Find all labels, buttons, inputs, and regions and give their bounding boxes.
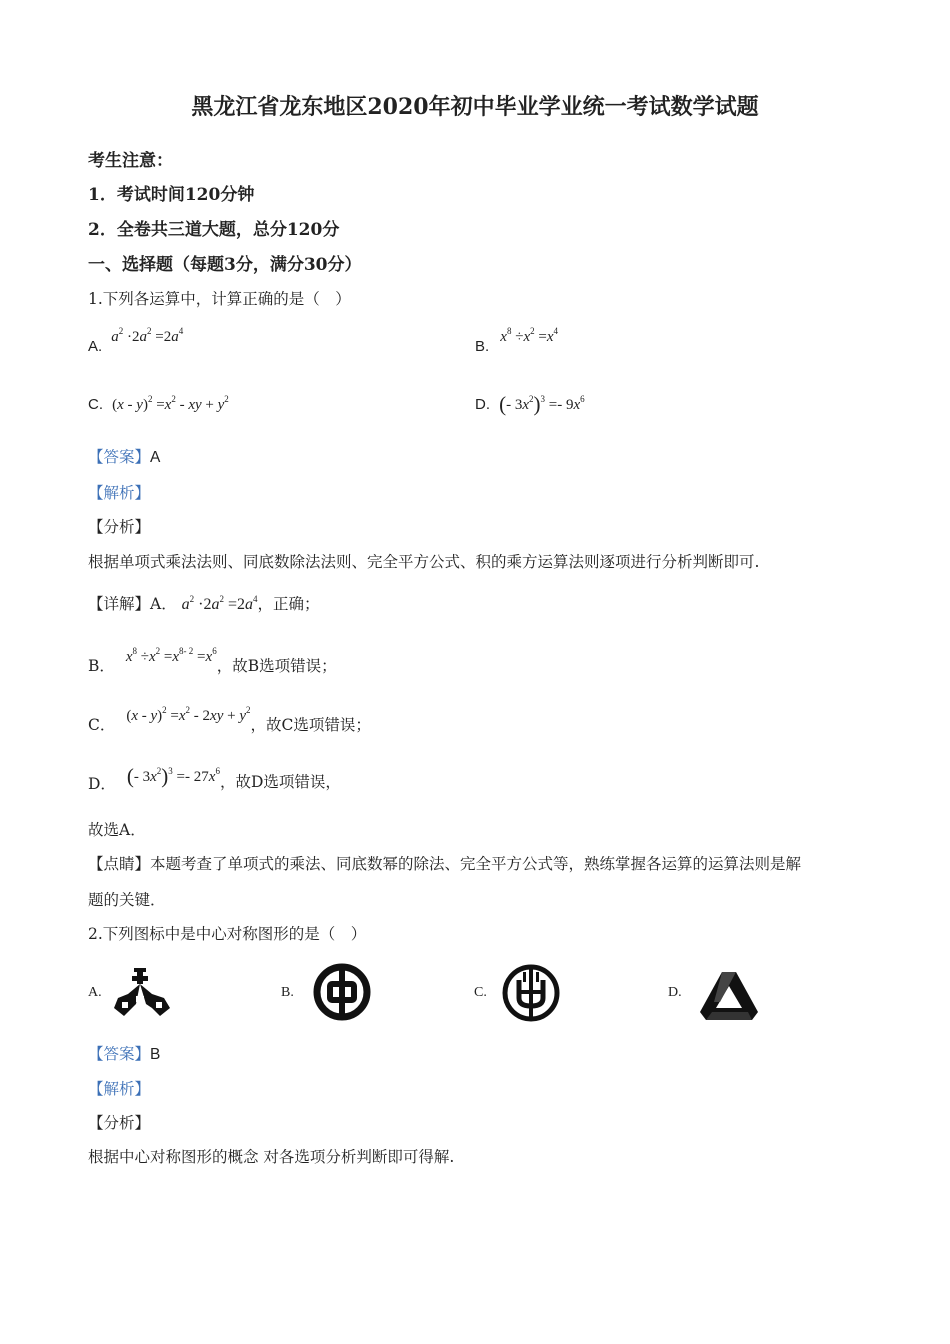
q1-xiangjie-tag: 【详解】	[88, 595, 151, 613]
q2-answer-tag: 【答案】	[88, 1046, 151, 1063]
question-2-stem: 2.下列图标中是中心对称图形的是（ ）	[88, 925, 367, 943]
question-1-stem: 1.下列各运算中，计算正确的是（ ）	[88, 290, 351, 308]
q1-answer-tag: 【答案】	[88, 449, 151, 466]
q1-option-d-label: D.	[475, 396, 490, 413]
q1-option-c-formula: $(x - y)^2 =x^2$ - xy + $y^2$	[112, 394, 229, 413]
q1-fenxi-text: 根据单项式乘法法则、同底数除法法则、完全平方公式、积的乘方运算法则逐项进行分析判断即可.	[88, 553, 760, 571]
bank-logo-circle-icon	[312, 962, 372, 1022]
q1-detail-d-label: D．	[88, 775, 116, 793]
q1-option-d-formula: (- $3x^2)^3 =- 9x^6$	[499, 392, 585, 416]
q2-fenxi-tag: 【分析】	[88, 1114, 151, 1132]
notice-heading: 考生注意：	[88, 151, 173, 171]
q1-option-d	[475, 392, 585, 417]
q1-detail-a-formula: $a^2 \cdot 2a^2 =2a^4$	[181, 594, 258, 613]
q1-option-b	[475, 326, 558, 355]
q1-detail-c-label: C．	[88, 716, 116, 734]
q1-jiexi-tag: 【解析】	[88, 484, 151, 502]
q1-dianjing-line-1: 【点睛】本题考查了单项式的乘法、同底数幂的除法、完全平方公式等，熟练掌握各运算的运算法则是解	[88, 855, 802, 873]
q1-answer	[88, 445, 160, 467]
q1-answer-value: A	[150, 449, 161, 466]
trefoil-logo-icon	[112, 964, 176, 1020]
notice-item-1: 1．考试时间120分钟	[88, 185, 255, 205]
notice-item-2: 2．全卷共三道大题，总分120分	[88, 220, 340, 240]
q2-option-c-label: C.	[474, 985, 487, 1000]
q1-option-a	[88, 326, 184, 355]
section-heading: 一、选择题（每题3分，满分30分）	[88, 255, 362, 275]
q2-answer	[88, 1042, 160, 1064]
q1-detail-a-label: A．	[150, 595, 177, 613]
q1-option-b-label: B.	[475, 338, 490, 355]
q1-conclusion: 故选A．	[88, 821, 146, 839]
q1-detail-c-formula: $(x - y)^2 =x^2 - 2xy + y^2$	[126, 705, 251, 724]
q1-option-c	[88, 394, 229, 414]
q2-option-d-label: D.	[668, 985, 682, 1000]
q1-detail-a	[88, 592, 320, 614]
q2-option-a-label: A.	[88, 985, 102, 1000]
q2-option-b-label: B.	[281, 985, 294, 1000]
q1-detail-b	[88, 644, 337, 675]
q1-dianjing-line-2: 题的关键．	[88, 891, 166, 909]
agri-bank-logo-icon	[500, 962, 562, 1022]
q1-detail-c-suffix: ，故C选项错误；	[250, 716, 371, 734]
q1-dianjing-tag: 【点睛】	[88, 855, 151, 873]
q1-detail-a-suffix: ，正确；	[257, 595, 320, 613]
q1-option-c-label: C.	[88, 396, 103, 413]
q1-detail-b-suffix: ，故B选项错误；	[216, 657, 337, 675]
q1-fenxi-tag: 【分析】	[88, 518, 151, 536]
q2-jiexi-tag: 【解析】	[88, 1080, 151, 1098]
q1-detail-d	[88, 764, 341, 793]
q1-option-b-formula: $x^8 \div x^2 =x^4$	[500, 326, 558, 345]
q1-detail-b-label: B．	[88, 657, 115, 675]
page-title: 黑龙江省龙东地区2020年初中毕业学业统一考试数学试题	[191, 94, 759, 120]
q1-detail-d-suffix: ，故D选项错误，	[219, 773, 341, 791]
q2-answer-value: B	[150, 1046, 161, 1063]
q1-option-a-formula: $a^2 \cdot 2a^2 =2a^4$	[111, 326, 184, 345]
q1-detail-c	[88, 703, 371, 734]
q1-detail-b-formula: $x^8 \div x^2 =x^{8- 2} =x^6$	[125, 646, 217, 665]
q2-fenxi-text: 根据中心对称图形的概念 对各选项分析判断即可得解.	[88, 1148, 455, 1166]
q1-detail-d-formula: (- $3x^2)^3 =- 27x^6$	[126, 764, 220, 788]
impossible-triangle-icon	[698, 968, 760, 1020]
q1-option-a-label: A.	[88, 338, 103, 355]
